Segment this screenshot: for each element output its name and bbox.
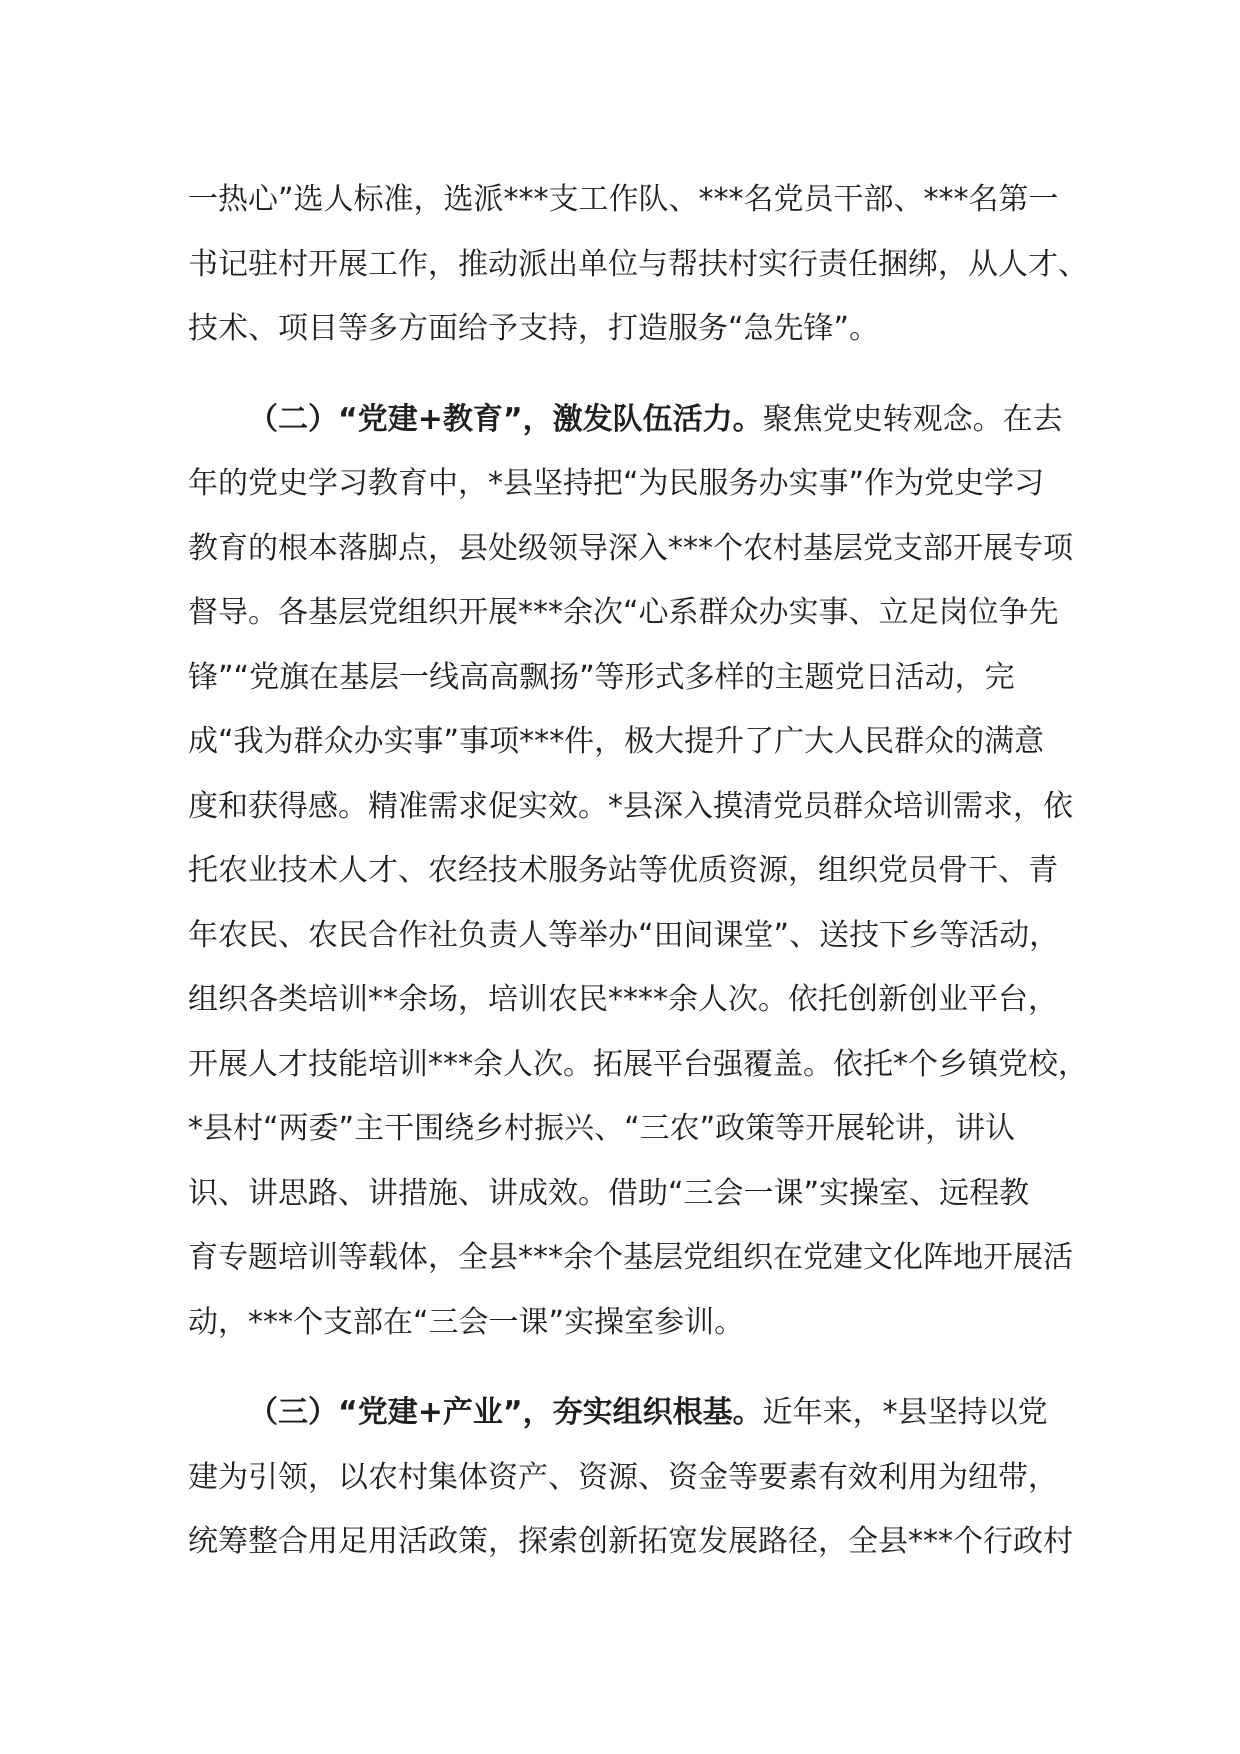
paragraph-gap — [188, 1355, 1058, 1381]
paragraph-line: 托农业技术人才、农经技术服务站等优质资源，组织党员骨干、青 — [188, 853, 1058, 888]
section-heading: （二）“党建+教育”，激发队伍活力。 — [248, 401, 763, 437]
paragraph-line: 技术、项目等多方面给予支持，打造服务“急先锋”。 — [188, 311, 880, 346]
paragraph-line: *县村“两委”主干围绕乡村振兴、“三农”政策等开展轮讲，讲认 — [188, 1111, 1016, 1146]
paragraph-line: 一热心”选人标准，选派***支工作队、***名党员干部、***名第一 — [188, 182, 1059, 217]
paragraph-text: 近年来，*县坚持以党 — [762, 1395, 1048, 1430]
paragraph-line: 育专题培训等载体，全县***余个基层党组织在党建文化阵地开展活 — [188, 1240, 1073, 1275]
paragraph-line: 组织各类培训**余场，培训农民****余人次。依托创新创业平台， — [188, 982, 1058, 1017]
paragraph-gap — [188, 362, 1058, 388]
paragraph-1 — [188, 168, 1088, 362]
paragraph-line: 教育的根本落脚点，县处级领导深入***个农村基层党支部开展专项 — [188, 530, 1073, 566]
paragraph-line: 书记驻村开展工作，推动派出单位与帮扶村实行责任捆绑，从人才、 — [188, 246, 1088, 282]
paragraph-first-line — [188, 388, 1063, 453]
paragraph-3 — [188, 1381, 1073, 1575]
paragraph-line: 动，***个支部在“三会一课”实操室参训。 — [188, 1304, 745, 1340]
paragraph-line: 年的党史学习教育中，*县坚持把“为民服务办实事”作为党史学习 — [188, 466, 1045, 501]
paragraph-line: 督导。各基层党组织开展***余次“心系群众办实事、立足岗位争先 — [188, 595, 1059, 630]
paragraph-line: 锋”“党旗在基层一线高高飘扬”等形式多样的主题党日活动，完 — [188, 659, 1015, 695]
paragraph-line: 年农民、农民合作社负责人等举办“田间课堂”、送技下乡等活动， — [188, 917, 1060, 953]
paragraph-line: 统筹整合用足用活政策，探索创新拓宽发展路径，全县***个行政村 — [188, 1524, 1073, 1559]
paragraph-line: 成“我为群众办实事”事项***件，极大提升了广大人民群众的满意 — [188, 724, 1045, 759]
paragraph-first-line — [188, 1381, 1058, 1446]
paragraph-line: 度和获得感。精准需求促实效。*县深入摸清党员群众培训需求，依 — [188, 788, 1073, 824]
paragraph-line: 开展人才技能培训***余人次。拓展平台强覆盖。依托*个乡镇党校， — [188, 1046, 1088, 1082]
paragraph-line: 建为引领，以农村集体资产、资源、资金等要素有效利用为纽带， — [188, 1459, 1058, 1495]
paragraph-line: 识、讲思路、讲措施、讲成效。借助“三会一课”实操室、远程教 — [188, 1175, 1030, 1211]
paragraph-2 — [188, 388, 1088, 1356]
document-body — [188, 168, 1088, 1575]
section-heading: （三）“党建+产业”，夯实组织根基。 — [248, 1395, 763, 1430]
paragraph-text: 聚焦党史转观念。在去 — [762, 401, 1063, 437]
